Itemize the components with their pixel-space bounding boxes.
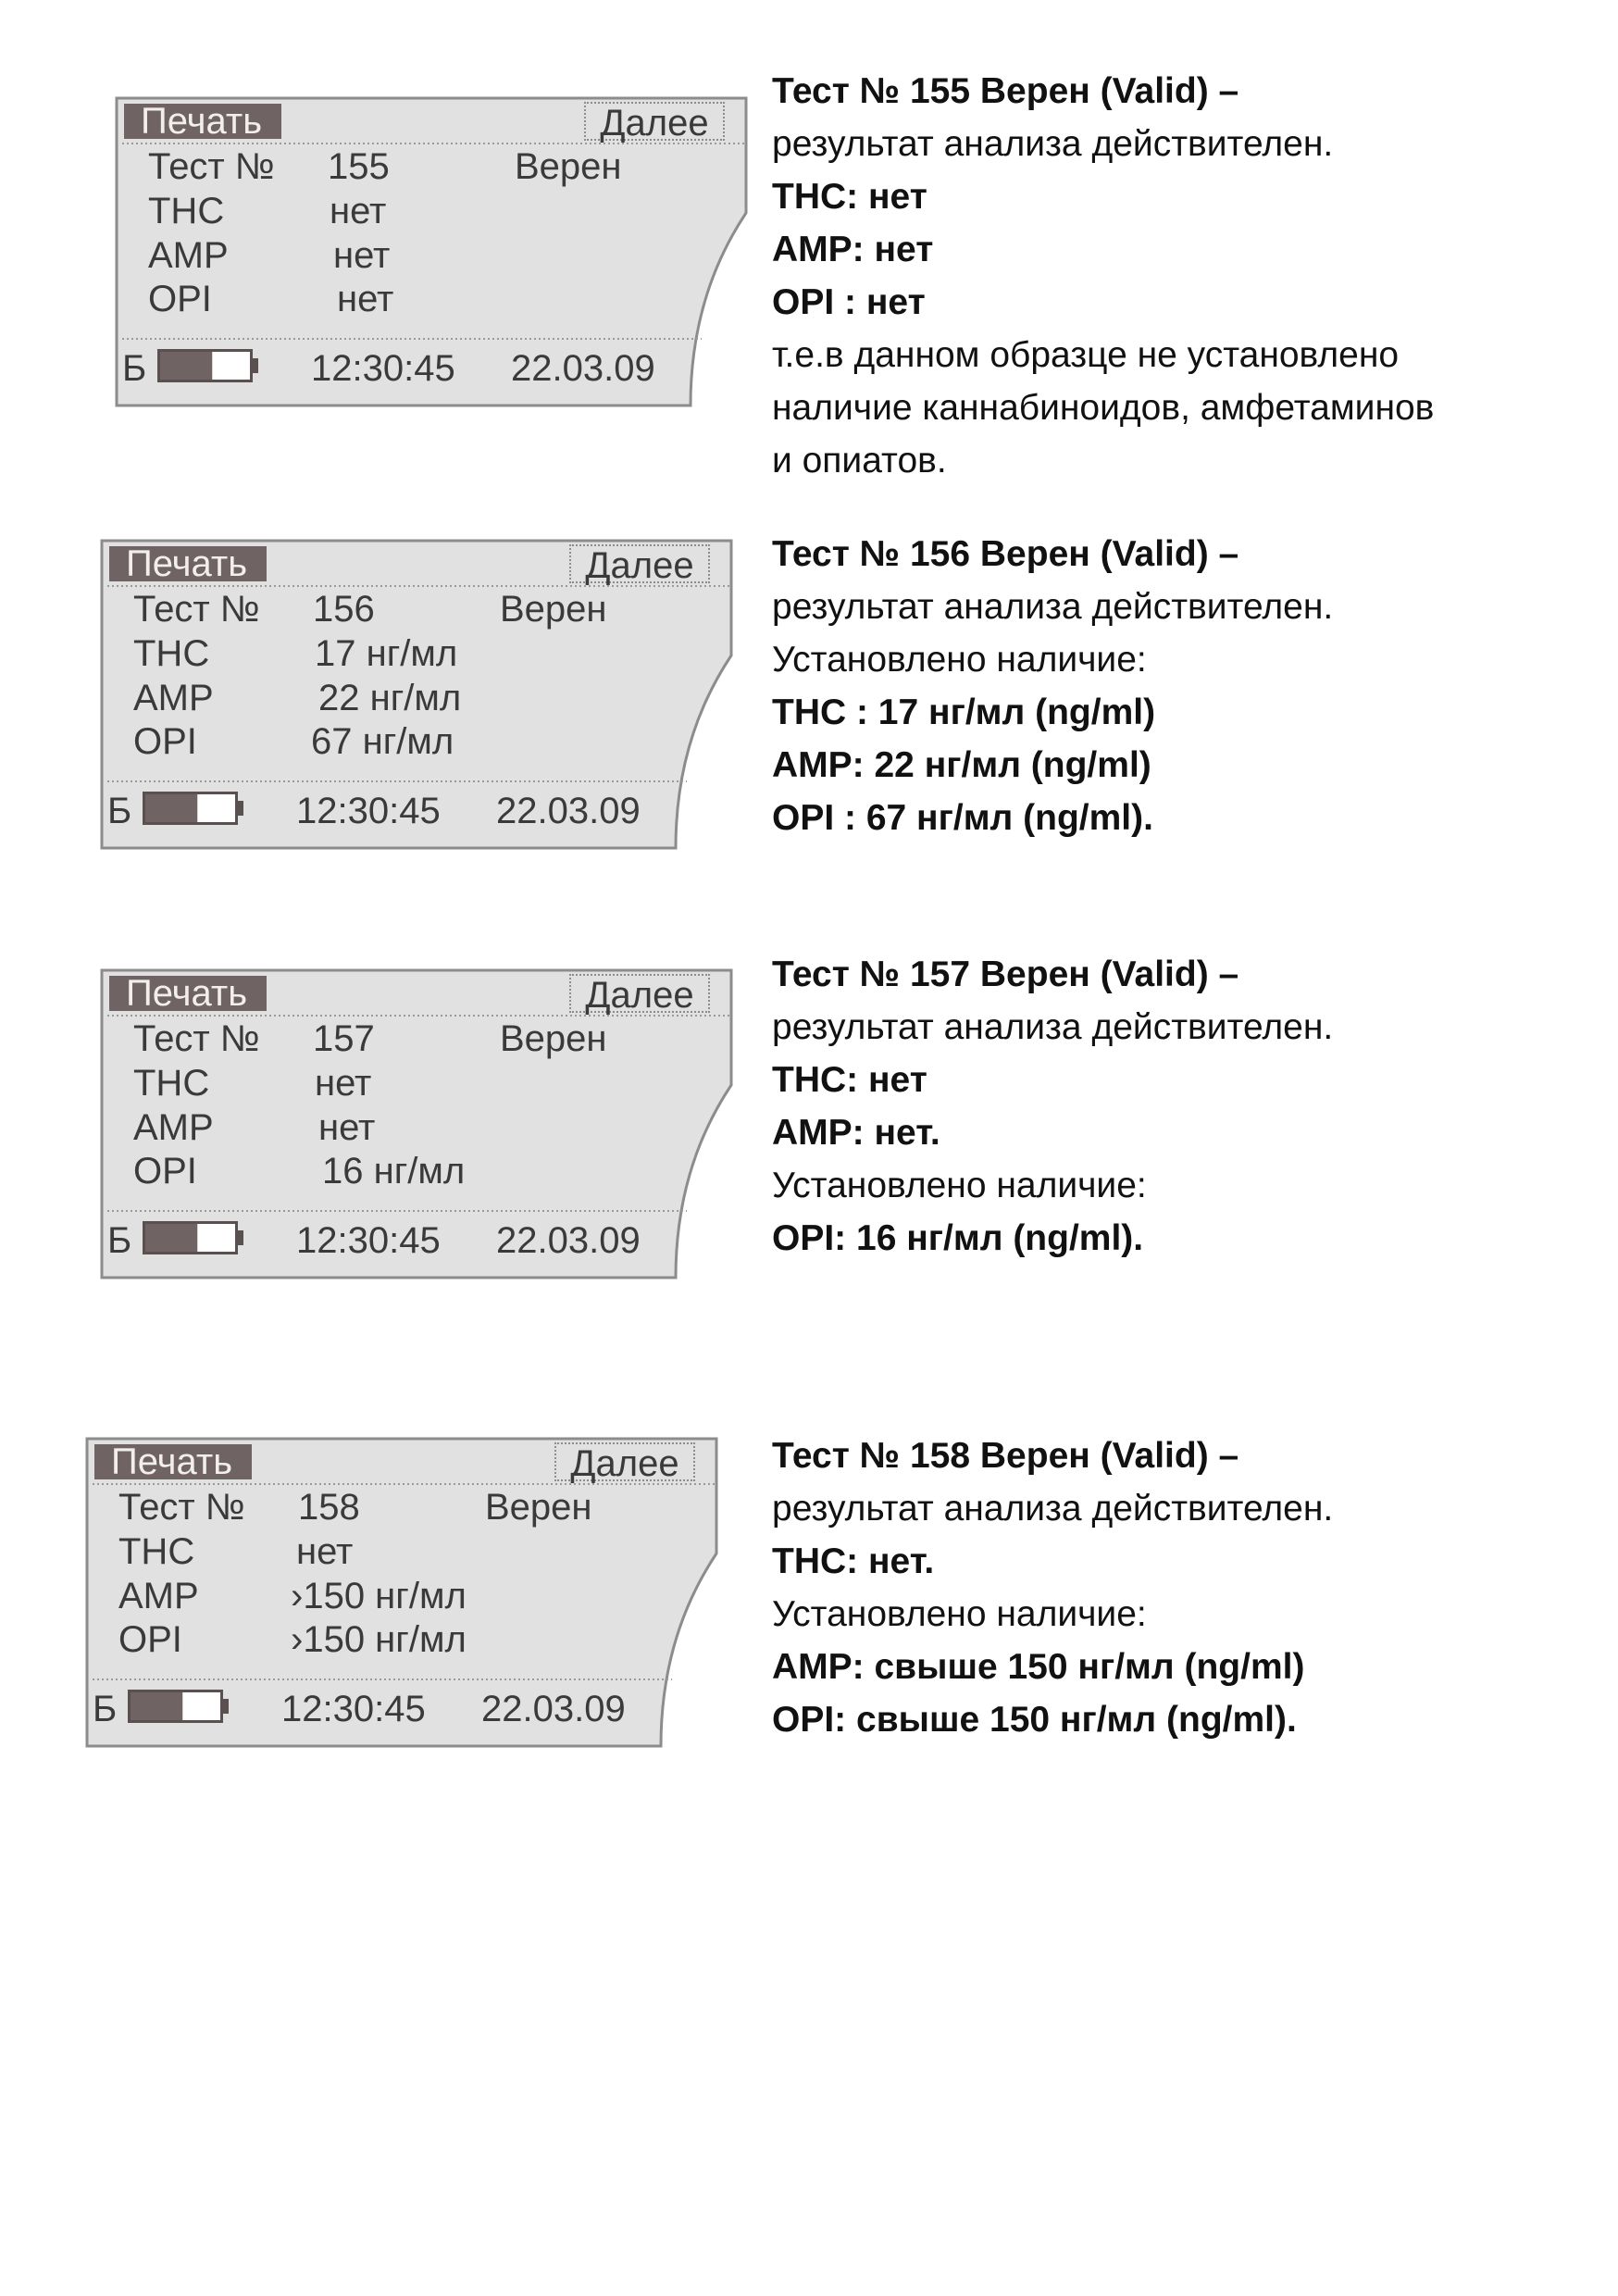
test-label: Тест №	[118, 1487, 245, 1528]
opi-value: 16 нг/мл	[322, 1151, 466, 1192]
amp-label: AMP	[133, 678, 214, 718]
opi-value: нет	[337, 279, 394, 319]
description-line: Тест № 157 Верен (Valid) –	[772, 955, 1239, 994]
test-status: Верен	[500, 589, 607, 630]
print-button[interactable]: Печать	[109, 546, 267, 581]
description-156	[772, 528, 1587, 844]
description-line: Установлено наличие:	[772, 1594, 1147, 1634]
time: 12:30:45	[296, 791, 441, 831]
description-line: наличие каннабиноидов, амфетаминов	[772, 388, 1435, 428]
description-line: Установлено наличие:	[772, 640, 1147, 680]
description-line: THC: нет	[772, 1060, 927, 1100]
test-label: Тест №	[133, 1018, 260, 1059]
test-status: Верен	[500, 1018, 607, 1059]
amp-label: AMP	[133, 1107, 214, 1148]
description-line: Тест № 156 Верен (Valid) –	[772, 534, 1239, 574]
description-line: OPI: свыше 150 нг/мл (ng/ml).	[772, 1700, 1297, 1740]
amp-value: нет	[333, 235, 391, 276]
description-line: результат анализа действителен.	[772, 587, 1334, 627]
print-button[interactable]: Печать	[124, 104, 281, 139]
description-line: AMP: нет	[772, 230, 934, 269]
description-line: результат анализа действителен.	[772, 1007, 1334, 1047]
device-screen-157	[100, 968, 739, 1283]
next-button[interactable]: Далее	[569, 544, 710, 583]
battery-label: Б	[93, 1689, 118, 1729]
test-label: Тест №	[148, 146, 275, 187]
description-line: результат анализа действителен.	[772, 1489, 1334, 1529]
battery-label: Б	[107, 791, 132, 831]
description-line: Тест № 155 Верен (Valid) –	[772, 71, 1239, 111]
test-number: 156	[313, 589, 375, 630]
description-158	[772, 1429, 1587, 1746]
opi-label: OPI	[118, 1619, 182, 1660]
thc-label: THC	[118, 1531, 195, 1572]
battery-icon	[143, 1221, 244, 1254]
amp-value: нет	[318, 1107, 376, 1148]
next-button[interactable]: Далее	[584, 102, 725, 141]
opi-value: 67 нг/мл	[311, 721, 454, 762]
battery-icon	[157, 349, 259, 382]
description-line: и опиатов.	[772, 441, 947, 480]
time: 12:30:45	[311, 348, 455, 389]
opi-label: OPI	[133, 1151, 197, 1192]
print-button[interactable]: Печать	[109, 976, 267, 1011]
amp-label: AMP	[118, 1576, 199, 1616]
battery-icon	[128, 1690, 230, 1723]
time: 12:30:45	[281, 1689, 426, 1729]
date: 22.03.09	[481, 1689, 626, 1729]
test-status: Верен	[515, 146, 622, 187]
print-button[interactable]: Печать	[94, 1444, 252, 1479]
thc-label: THC	[133, 633, 210, 674]
description-line: Тест № 158 Верен (Valid) –	[772, 1436, 1239, 1476]
next-button[interactable]: Далее	[554, 1442, 695, 1481]
device-screen-156	[100, 539, 739, 854]
opi-label: OPI	[148, 279, 212, 319]
description-line: Установлено наличие:	[772, 1166, 1147, 1205]
battery-icon	[143, 792, 244, 825]
description-line: THC: нет.	[772, 1541, 935, 1581]
date: 22.03.09	[511, 348, 655, 389]
thc-label: THC	[148, 191, 225, 231]
battery-label: Б	[122, 348, 147, 389]
amp-label: AMP	[148, 235, 229, 276]
test-status: Верен	[485, 1487, 592, 1528]
description-157	[772, 948, 1587, 1265]
test-number: 155	[328, 146, 390, 187]
date: 22.03.09	[496, 791, 641, 831]
description-line: результат анализа действителен.	[772, 124, 1334, 164]
thc-label: THC	[133, 1063, 210, 1104]
description-line: THC: нет	[772, 177, 927, 217]
device-screen-155	[115, 96, 753, 411]
description-line: THC : 17 нг/мл (ng/ml)	[772, 693, 1156, 732]
test-label: Тест №	[133, 589, 260, 630]
description-line: AMP: нет.	[772, 1113, 940, 1153]
battery-label: Б	[107, 1220, 132, 1261]
thc-value: нет	[315, 1063, 372, 1104]
description-line: т.е.в данном образце не установлено	[772, 335, 1400, 375]
description-line: AMP: свыше 150 нг/мл (ng/ml)	[772, 1647, 1305, 1687]
date: 22.03.09	[496, 1220, 641, 1261]
description-line: AMP: 22 нг/мл (ng/ml)	[772, 745, 1151, 785]
opi-value: ›150 нг/мл	[291, 1619, 467, 1660]
time: 12:30:45	[296, 1220, 441, 1261]
opi-label: OPI	[133, 721, 197, 762]
next-button[interactable]: Далее	[569, 974, 710, 1013]
description-155	[772, 65, 1587, 487]
amp-value: ›150 нг/мл	[291, 1576, 467, 1616]
device-screen-158	[85, 1437, 724, 1752]
description-line: OPI : нет	[772, 282, 926, 322]
test-number: 158	[298, 1487, 360, 1528]
thc-value: 17 нг/мл	[315, 633, 458, 674]
thc-value: нет	[296, 1531, 354, 1572]
description-line: OPI: 16 нг/мл (ng/ml).	[772, 1218, 1144, 1258]
amp-value: 22 нг/мл	[318, 678, 462, 718]
thc-value: нет	[330, 191, 387, 231]
test-number: 157	[313, 1018, 375, 1059]
description-line: OPI : 67 нг/мл (ng/ml).	[772, 798, 1153, 838]
